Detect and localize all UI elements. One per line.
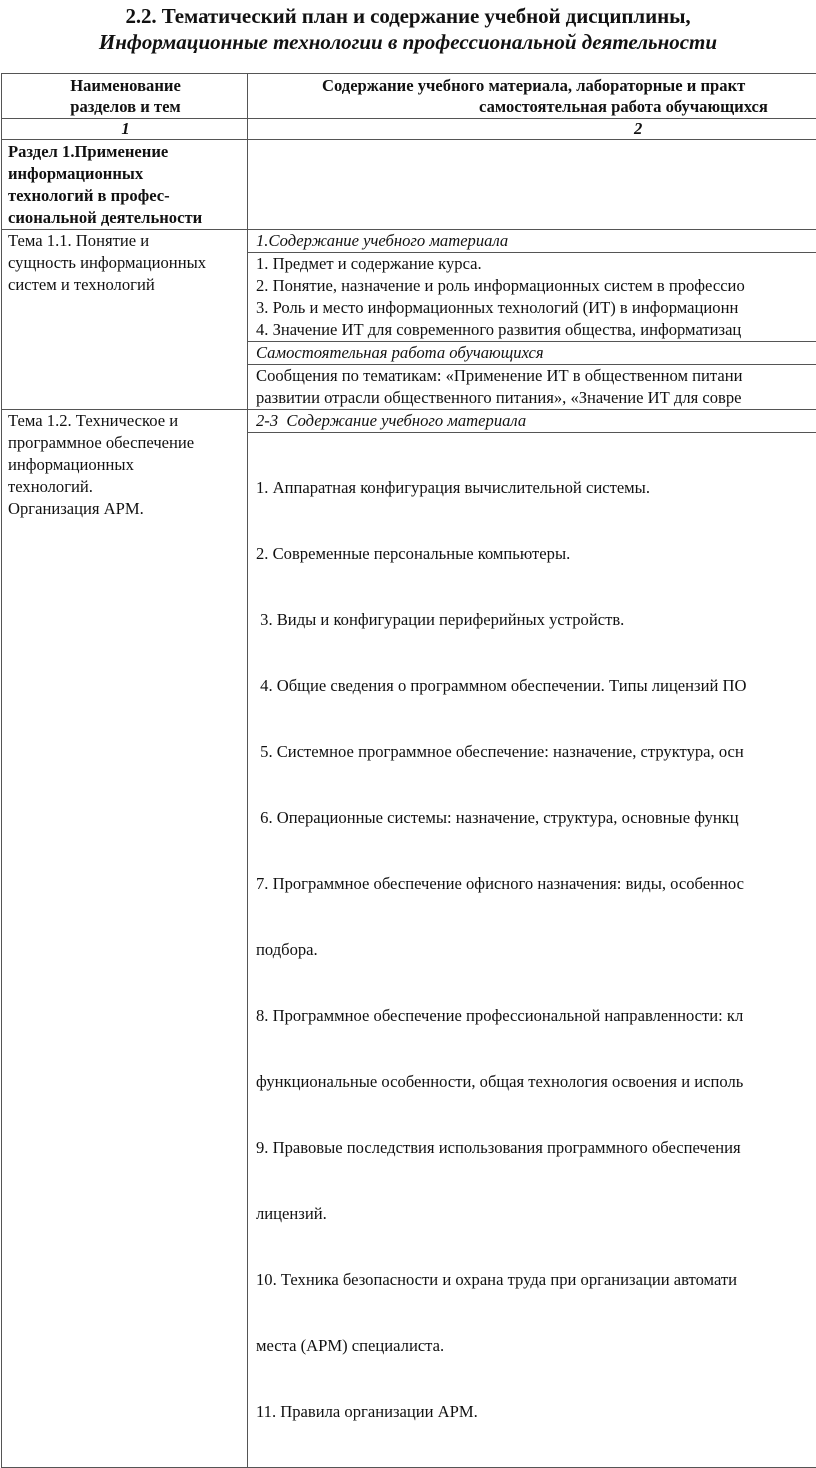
self-work-text	[248, 365, 816, 410]
topic-row-1-1	[2, 230, 816, 410]
topic-row-1-2	[2, 410, 816, 1468]
header-col2-line1: Содержание учебного материала, лабораторные и практ	[322, 76, 745, 95]
thematic-plan-table	[1, 73, 816, 1468]
self-work-line: развитии отрасли общественного питания», «Значение ИТ для совре	[256, 387, 816, 409]
header-sections-topics	[2, 74, 248, 119]
content-item: 10. Техника безопасности и охрана труда при организации автомати	[256, 1269, 816, 1291]
content-item: 2. Современные персональные компьютеры.	[256, 543, 816, 565]
self-work-line: Сообщения по тематикам: «Применение ИТ в общественном питани	[256, 365, 816, 387]
content-items	[248, 253, 816, 342]
section-title-line: сиональной деятельности	[8, 207, 243, 229]
topic-title-line: Организация АРМ.	[8, 498, 243, 520]
content-item: лицензий.	[256, 1203, 816, 1225]
topic-content	[248, 230, 816, 410]
content-heading: 1.Содержание учебного материала	[248, 230, 816, 253]
column-number-row	[2, 119, 816, 140]
content-item: 7. Программное обеспечение офисного назначения: виды, особеннос	[256, 873, 816, 895]
table-header-row	[2, 74, 816, 119]
content-item: 5. Системное программное обеспечение: назначение, структура, осн	[256, 741, 816, 763]
topic-title-line: программное обеспечение	[8, 432, 243, 454]
content-item: подбора.	[256, 939, 816, 961]
section-content-empty	[248, 140, 816, 230]
column-number-2: 2	[248, 119, 816, 140]
section-row	[2, 140, 816, 230]
topic-title	[2, 410, 248, 1468]
section-title-line: Раздел 1.Применение	[8, 141, 243, 163]
header-col1-line1: Наименование	[70, 76, 181, 95]
content-item: 11. Правила организации АРМ.	[256, 1401, 816, 1423]
content-item: 3. Роль и место информационных технологий (ИТ) в информационн	[256, 297, 816, 319]
header-content	[248, 74, 816, 119]
content-item: 4. Значение ИТ для современного развития общества, информатизац	[256, 319, 816, 341]
column-number-1: 1	[2, 119, 248, 140]
topic-title-line: информационных	[8, 454, 243, 476]
content-item: 1. Аппаратная конфигурация вычислительной системы.	[256, 477, 816, 499]
content-heading: 2-3 Содержание учебного материала	[248, 410, 816, 433]
content-item: 8. Программное обеспечение профессиональной направленности: кл	[256, 1005, 816, 1027]
content-item: 9. Правовые последствия использования программного обеспечения	[256, 1137, 816, 1159]
topic-title-line: систем и технологий	[8, 274, 243, 296]
topic-content-subtable	[248, 230, 816, 409]
self-work-heading: Самостоятельная работа обучающихся	[248, 342, 816, 365]
content-item: 6. Операционные системы: назначение, структура, основные функц	[256, 807, 816, 829]
topic-title-line: Тема 1.2. Техническое и	[8, 410, 243, 432]
content-item: места (АРМ) специалиста.	[256, 1335, 816, 1357]
topic-content-subtable	[248, 410, 816, 1467]
content-item: 2. Понятие, назначение и роль информационных систем в профессио	[256, 275, 816, 297]
document-title: 2.2. Тематический план и содержание учебной дисциплины,	[0, 3, 816, 29]
content-item: 1. Предмет и содержание курса.	[256, 253, 816, 275]
content-items	[248, 433, 816, 1468]
topic-content	[248, 410, 816, 1468]
section-title-line: технологий в профес-	[8, 185, 243, 207]
topic-title	[2, 230, 248, 410]
content-item: функциональные особенности, общая технология освоения и исполь	[256, 1071, 816, 1093]
header-col1-line2: разделов и тем	[70, 97, 180, 116]
section-title	[2, 140, 248, 230]
topic-title-line: сущность информационных	[8, 252, 243, 274]
section-title-line: информационных	[8, 163, 243, 185]
content-item: 3. Виды и конфигурации периферийных устройств.	[256, 609, 816, 631]
header-col2-line2: самостоятельная работа обучающихся	[322, 96, 816, 117]
topic-title-line: технологий.	[8, 476, 243, 498]
topic-title-line: Тема 1.1. Понятие и	[8, 230, 243, 252]
content-item: 4. Общие сведения о программном обеспечении. Типы лицензий ПО	[256, 675, 816, 697]
document-subtitle: Информационные технологии в профессиональной деятельности	[0, 29, 816, 55]
